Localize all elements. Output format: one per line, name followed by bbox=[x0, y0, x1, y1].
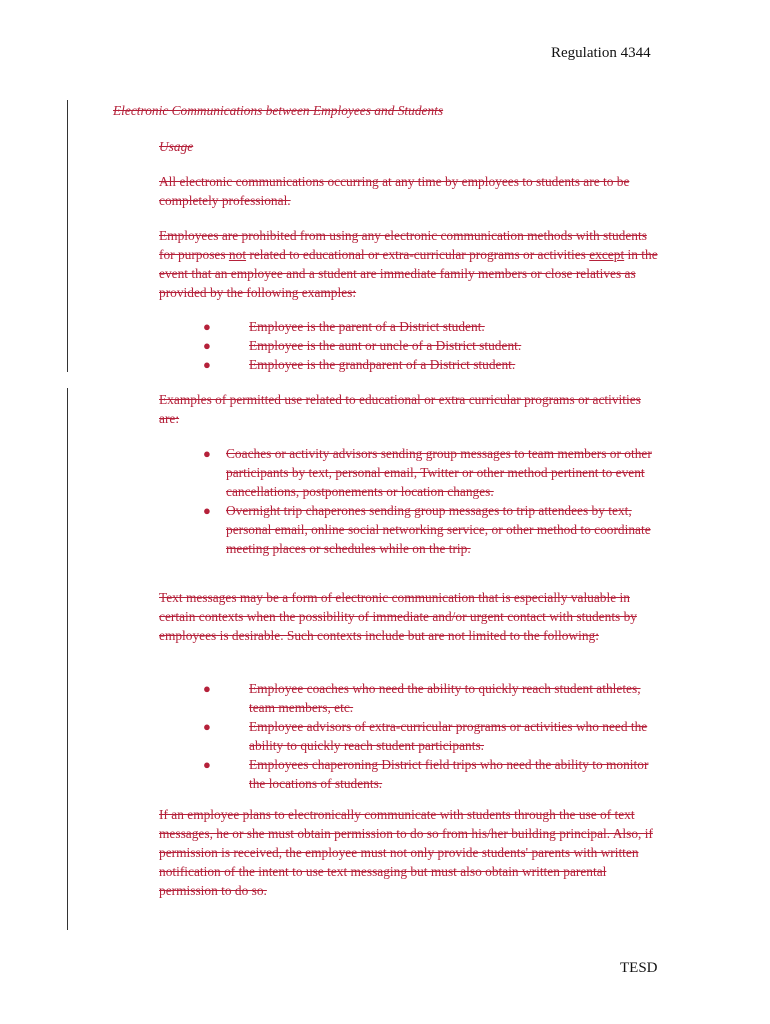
list-item: ● Employee coaches who need the ability to quickly reach student athletes, team members, etc. bbox=[203, 681, 641, 715]
bullet-icon: ● bbox=[203, 757, 211, 772]
list-item: ● Employee advisors of extra-curricular programs or activities who need the ability to quickly reach student participants. bbox=[203, 719, 648, 753]
list-item: ● Employee is the parent of a District student. bbox=[203, 319, 485, 334]
section-title: Electronic Communications between Employees and Students bbox=[113, 103, 444, 118]
list-item: ● Employees chaperoning District field trips who need the ability to monitor the locations of students. bbox=[203, 757, 649, 791]
paragraph-prohibited bbox=[159, 226, 659, 302]
paragraph-professional: All electronic communications occurring at any time by employees to students are to be completely professional. bbox=[159, 174, 630, 208]
bullet-icon: ● bbox=[203, 319, 211, 334]
bullet-icon: ● bbox=[203, 357, 211, 372]
paragraph-prohibited-part-b: related to educational or extra-curricular programs or activities bbox=[246, 247, 590, 262]
bullet-icon: ● bbox=[203, 503, 211, 518]
regulation-number: Regulation 4344 bbox=[551, 45, 651, 61]
change-bar-top bbox=[67, 100, 68, 372]
list-item: ● Coaches or activity advisors sending group messages to team members or other participants by text, personal email, Twitter or other method pertinent to event cancellations, postponements or location changes. bbox=[203, 446, 652, 499]
paragraph-prohibited-part-c: in the event that an employee and a student are immediate family members or close relatives as provided by the following examples: bbox=[159, 247, 658, 300]
emphasis-not: not bbox=[228, 247, 247, 262]
paragraph-text-messages: Text messages may be a form of electronic communication that is especially valuable in certain contexts when the possibility of immediate and/or urgent contact with students by employees is desirable. Such contexts include but are not limited to the following: bbox=[159, 590, 637, 643]
list-item: ● Overnight trip chaperones sending group messages to trip attendees by text, personal email, online social networking service, or other method to coordinate meeting places or schedules while on the trip. bbox=[203, 503, 651, 556]
bullet-icon: ● bbox=[203, 338, 211, 353]
list-item: ● Employee is the grandparent of a District student. bbox=[203, 357, 516, 372]
paragraph-permitted-use: Examples of permitted use related to educational or extra curricular programs or activities are: bbox=[159, 392, 641, 426]
footer-label: TESD bbox=[620, 960, 658, 976]
paragraph-permission: If an employee plans to electronically communicate with students through the use of text messages, he or she must obtain permission to do so from his/her building principal. Also, if permission is received, the employee must not only provide students' parents with written notification of the intent to use text messaging but must also obtain written parental permission to do so. bbox=[159, 807, 653, 898]
family-examples-list bbox=[203, 317, 669, 374]
text-message-contexts-list bbox=[203, 679, 659, 793]
bullet-icon: ● bbox=[203, 446, 211, 461]
permitted-use-list bbox=[203, 444, 656, 558]
list-item: ● Employee is the aunt or uncle of a District student. bbox=[203, 338, 522, 353]
bullet-icon: ● bbox=[203, 719, 211, 734]
paragraph-prohibited-part-a: Employees are prohibited from using any electronic communication methods with students for purposes bbox=[159, 228, 647, 262]
change-bar-bottom bbox=[67, 388, 68, 930]
usage-heading: Usage bbox=[159, 139, 194, 154]
bullet-icon: ● bbox=[203, 681, 211, 696]
emphasis-except: except bbox=[589, 247, 625, 262]
